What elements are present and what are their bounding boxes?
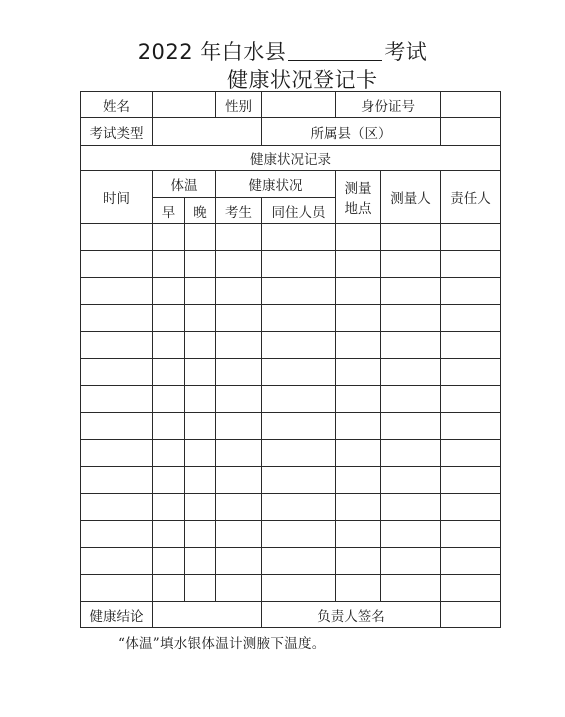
record-cell[interactable] [81, 332, 153, 359]
record-cell[interactable] [81, 467, 153, 494]
row-personal-info [81, 92, 501, 118]
record-cell[interactable] [153, 521, 185, 548]
record-cell[interactable] [262, 251, 336, 278]
row-header-1 [81, 171, 501, 198]
record-cell[interactable] [81, 575, 153, 602]
record-cell[interactable] [185, 278, 216, 305]
record-cell[interactable] [441, 467, 501, 494]
record-cell[interactable] [216, 521, 262, 548]
record-cell[interactable] [381, 386, 441, 413]
record-row [81, 224, 501, 251]
record-row [81, 386, 501, 413]
record-cell[interactable] [441, 521, 501, 548]
record-cell[interactable] [381, 521, 441, 548]
record-cell[interactable] [262, 359, 336, 386]
record-cell[interactable] [216, 467, 262, 494]
record-cell[interactable] [262, 494, 336, 521]
record-cell[interactable] [262, 413, 336, 440]
record-cell[interactable] [381, 575, 441, 602]
record-cell[interactable] [216, 224, 262, 251]
record-cell[interactable] [153, 494, 185, 521]
record-cell[interactable] [153, 305, 185, 332]
record-cell[interactable] [81, 521, 153, 548]
exam-name-blank [288, 42, 382, 61]
county-value[interactable] [441, 118, 501, 146]
record-cell[interactable] [185, 359, 216, 386]
record-cell[interactable] [336, 359, 381, 386]
record-cell[interactable] [262, 467, 336, 494]
record-cell[interactable] [185, 575, 216, 602]
col-time-header: 时间 [81, 171, 153, 224]
record-cell[interactable] [153, 386, 185, 413]
record-cell[interactable] [216, 278, 262, 305]
record-cell[interactable] [262, 548, 336, 575]
id-value[interactable] [441, 92, 501, 118]
row-section-title [81, 146, 501, 171]
record-cell[interactable] [216, 386, 262, 413]
record-cell[interactable] [216, 548, 262, 575]
row-conclusion [81, 602, 501, 628]
record-cell[interactable] [185, 386, 216, 413]
col-evening-header: 晚 [185, 198, 216, 224]
record-cell[interactable] [81, 386, 153, 413]
record-cell[interactable] [336, 224, 381, 251]
record-cell[interactable] [262, 575, 336, 602]
record-cell[interactable] [381, 548, 441, 575]
record-cell[interactable] [441, 332, 501, 359]
record-cell[interactable] [153, 359, 185, 386]
col-morning-header: 早 [153, 198, 185, 224]
record-cell[interactable] [81, 440, 153, 467]
record-cell[interactable] [185, 251, 216, 278]
record-row [81, 467, 501, 494]
record-cell[interactable] [262, 386, 336, 413]
record-cell[interactable] [336, 467, 381, 494]
record-cell[interactable] [336, 413, 381, 440]
record-cell[interactable] [153, 251, 185, 278]
record-cell[interactable] [441, 278, 501, 305]
record-cell[interactable] [185, 548, 216, 575]
record-cell[interactable] [262, 278, 336, 305]
county-label: 所属县（区） [262, 118, 441, 146]
record-row [81, 413, 501, 440]
record-row [81, 575, 501, 602]
form-title-line2: 健康状况登记卡 [227, 68, 378, 92]
record-cell[interactable] [381, 332, 441, 359]
record-cell[interactable] [441, 305, 501, 332]
col-health-header: 健康状况 [216, 171, 336, 198]
title-prefix: 2022 年白水县 [137, 40, 287, 64]
record-cell[interactable] [336, 440, 381, 467]
record-cell[interactable] [441, 494, 501, 521]
record-cell[interactable] [81, 548, 153, 575]
record-row [81, 440, 501, 467]
col-candidate-header: 考生 [216, 198, 262, 224]
col-temperature-header: 体温 [153, 171, 216, 198]
record-cell[interactable] [153, 575, 185, 602]
record-cell[interactable] [81, 413, 153, 440]
record-row [81, 359, 501, 386]
record-cell[interactable] [336, 332, 381, 359]
record-cell[interactable] [336, 251, 381, 278]
record-cell[interactable] [336, 521, 381, 548]
health-record-table [80, 91, 501, 628]
record-cell[interactable] [336, 494, 381, 521]
record-cell[interactable] [153, 548, 185, 575]
name-value[interactable] [153, 92, 216, 118]
record-cell[interactable] [441, 386, 501, 413]
record-cell[interactable] [381, 278, 441, 305]
col-location-header [336, 171, 381, 224]
record-cell[interactable] [381, 224, 441, 251]
record-cell[interactable] [81, 359, 153, 386]
gender-value[interactable] [262, 92, 336, 118]
footnote: “体温”填水银体温计测腋下温度。 [118, 636, 326, 652]
record-cell[interactable] [153, 224, 185, 251]
record-cell[interactable] [81, 224, 153, 251]
record-cell[interactable] [336, 548, 381, 575]
signature-label: 负责人签名 [262, 602, 441, 628]
record-cell[interactable] [81, 494, 153, 521]
record-row [81, 521, 501, 548]
record-cell[interactable] [336, 386, 381, 413]
record-row [81, 332, 501, 359]
record-cell[interactable] [153, 467, 185, 494]
record-cell[interactable] [381, 440, 441, 467]
record-cell[interactable] [185, 467, 216, 494]
record-row [81, 548, 501, 575]
record-cell[interactable] [153, 440, 185, 467]
record-cell[interactable] [262, 305, 336, 332]
record-cell[interactable] [262, 332, 336, 359]
record-cell[interactable] [153, 413, 185, 440]
record-cell[interactable] [441, 359, 501, 386]
record-cell[interactable] [441, 251, 501, 278]
gender-label: 性别 [216, 92, 262, 118]
record-cell[interactable] [262, 440, 336, 467]
record-cell[interactable] [216, 332, 262, 359]
col-location-line2: 地点 [344, 201, 372, 217]
record-cell[interactable] [185, 305, 216, 332]
conclusion-value[interactable] [153, 602, 262, 628]
form-title-line1 [0, 36, 565, 66]
name-label: 姓名 [81, 92, 153, 118]
record-cell[interactable] [216, 413, 262, 440]
record-cell[interactable] [216, 494, 262, 521]
record-cell[interactable] [216, 251, 262, 278]
record-cell[interactable] [381, 305, 441, 332]
record-cell[interactable] [81, 278, 153, 305]
record-row [81, 251, 501, 278]
record-cell[interactable] [441, 575, 501, 602]
signature-value[interactable] [441, 602, 501, 628]
conclusion-label: 健康结论 [81, 602, 153, 628]
record-cell[interactable] [381, 467, 441, 494]
col-location-line1: 测量 [344, 181, 372, 197]
record-cell[interactable] [185, 332, 216, 359]
record-cell[interactable] [381, 494, 441, 521]
row-exam-info [81, 118, 501, 146]
record-cell[interactable] [185, 521, 216, 548]
record-cell[interactable] [216, 305, 262, 332]
record-cell[interactable] [216, 575, 262, 602]
record-cell[interactable] [336, 575, 381, 602]
record-cell[interactable] [441, 413, 501, 440]
record-cell[interactable] [381, 359, 441, 386]
record-rows [81, 224, 501, 602]
record-cell[interactable] [81, 305, 153, 332]
col-cohabitants-header: 同住人员 [262, 198, 336, 224]
title-suffix: 考试 [384, 40, 428, 64]
col-measurer-header: 测量人 [381, 171, 441, 224]
record-cell[interactable] [153, 332, 185, 359]
record-row [81, 305, 501, 332]
record-cell[interactable] [336, 305, 381, 332]
record-cell[interactable] [262, 521, 336, 548]
section-title: 健康状况记录 [81, 146, 501, 171]
record-cell[interactable] [185, 413, 216, 440]
exam-type-value[interactable] [153, 118, 262, 146]
col-responsible-header: 责任人 [441, 171, 501, 224]
record-cell[interactable] [381, 413, 441, 440]
record-cell[interactable] [81, 251, 153, 278]
record-cell[interactable] [441, 440, 501, 467]
record-cell[interactable] [216, 359, 262, 386]
record-cell[interactable] [381, 251, 441, 278]
record-cell[interactable] [153, 278, 185, 305]
record-cell[interactable] [441, 224, 501, 251]
record-cell[interactable] [185, 224, 216, 251]
record-cell[interactable] [441, 548, 501, 575]
record-cell[interactable] [185, 494, 216, 521]
record-cell[interactable] [216, 440, 262, 467]
id-label: 身份证号 [336, 92, 441, 118]
record-row [81, 494, 501, 521]
record-cell[interactable] [336, 278, 381, 305]
record-row [81, 278, 501, 305]
record-cell[interactable] [185, 440, 216, 467]
exam-type-label: 考试类型 [81, 118, 153, 146]
record-cell[interactable] [262, 224, 336, 251]
